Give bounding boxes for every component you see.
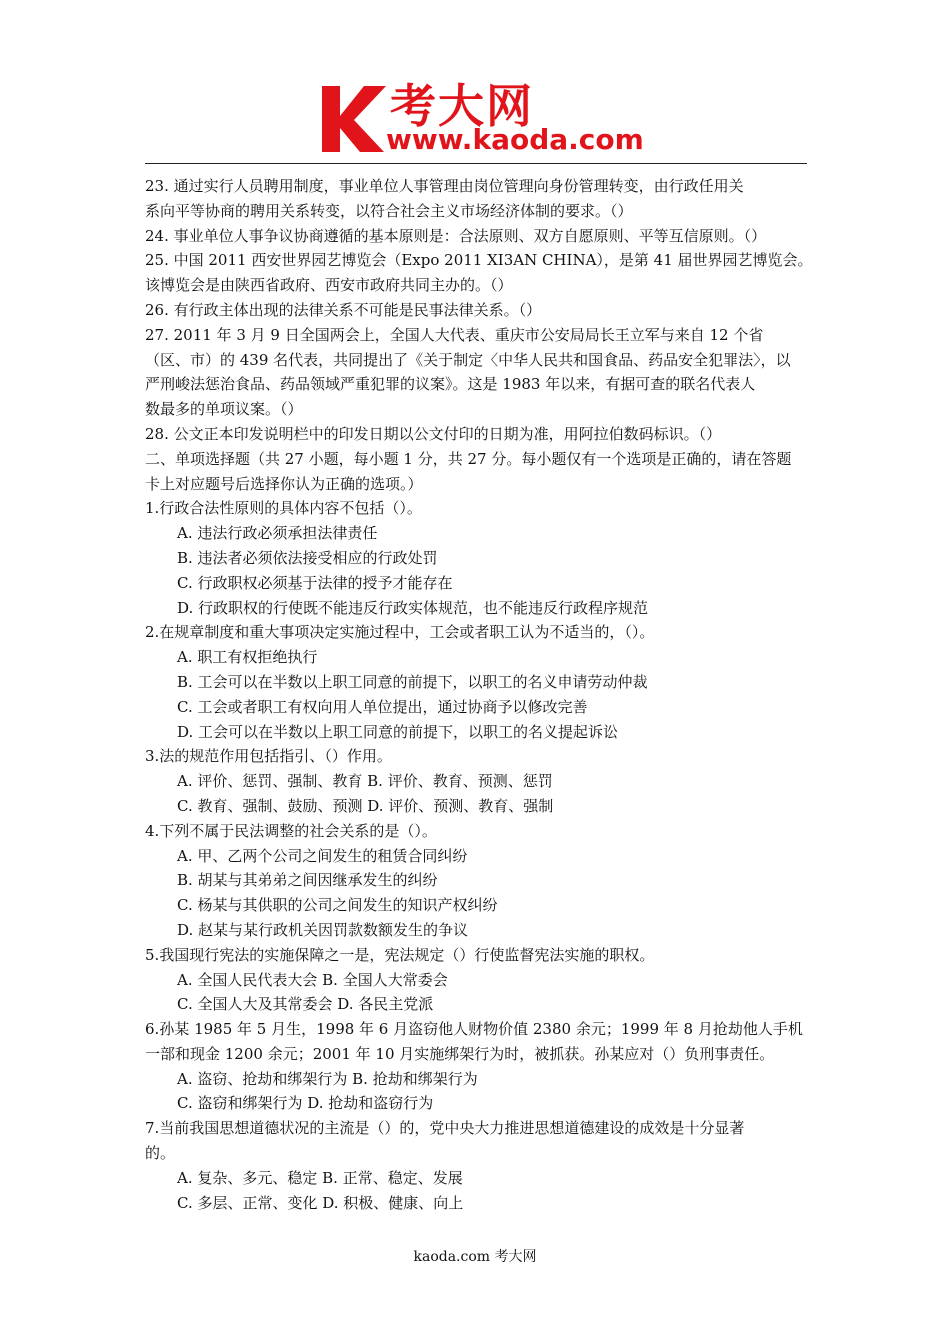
kaoda-logo[interactable]	[318, 79, 644, 156]
option-line: B. 工会可以在半数以上职工同意的前提下，以职工的名义申请劳动仲裁	[177, 672, 648, 691]
option-line: C. 行政职权必须基于法律的授予才能存在	[177, 573, 453, 592]
text-line: 5.我国现行宪法的实施保障之一是，宪法规定（）行使监督宪法实施的职权。	[145, 945, 655, 964]
text-line: （区、市）的 439 名代表，共同提出了《关于制定〈中华人民共和国食品、药品安全犯罪法〉，以	[145, 350, 791, 369]
option-line: D. 工会可以在半数以上职工同意的前提下，以职工的名义提起诉讼	[177, 722, 619, 741]
text-line: 2.在规章制度和重大事项决定实施过程中，工会或者职工认为不适当的，（）。	[145, 623, 655, 642]
header-divider	[145, 163, 807, 164]
option-line: D. 赵某与某行政机关因罚款数额发生的争议	[177, 920, 469, 939]
text-line: 3.法的规范作用包括指引、（）作用。	[145, 747, 392, 766]
option-line: C. 多层、正常、变化 D. 积极、健康、向上	[177, 1193, 464, 1212]
logo-chinese-text: 考大网	[390, 79, 534, 133]
text-line: 系向平等协商的聘用关系转变，以符合社会主义市场经济体制的要求。（）	[145, 201, 633, 220]
text-line: 二、单项选择题（共 27 小题，每小题 1 分，共 27 分。每小题仅有一个选项是正确的，请在答题	[145, 449, 792, 468]
logo-url-text: www.kaoda.com	[386, 123, 644, 156]
text-line: 1.行政合法性原则的具体内容不包括（）。	[145, 499, 422, 518]
text-line: 该博览会是由陕西省政府、西安市政府共同主办的。（）	[145, 276, 513, 295]
text-line: 26. 有行政主体出现的法律关系不可能是民事法律关系。（）	[145, 300, 542, 319]
k-logo-icon	[318, 80, 392, 156]
option-line: A. 盗窃、抢劫和绑架行为 B. 抢劫和绑架行为	[177, 1069, 478, 1088]
option-line: A. 甲、乙两个公司之间发生的租赁合同纠纷	[177, 846, 468, 865]
text-line: 数最多的单项议案。（）	[145, 400, 303, 419]
option-line: C. 工会或者职工有权向用人单位提出，通过协商予以修改完善	[177, 697, 588, 716]
option-line: C. 杨某与其供职的公司之间发生的知识产权纠纷	[177, 896, 498, 915]
option-line: B. 胡某与其弟弟之间因继承发生的纠纷	[177, 871, 438, 890]
option-line: C. 教育、强制、鼓励、预测 D. 评价、预测、教育、强制	[177, 796, 554, 815]
text-line: 24. 事业单位人事争议协商遵循的基本原则是：合法原则、双方自愿原则、平等互信原则。（）	[145, 226, 767, 245]
option-line: A. 复杂、多元、稳定 B. 正常、稳定、发展	[177, 1168, 463, 1187]
page-footer: kaoda.com 考大网	[413, 1249, 537, 1265]
text-line: 卡上对应题号后选择你认为正确的选项。）	[145, 474, 423, 493]
option-line: A. 评价、惩罚、强制、教育 B. 评价、教育、预测、惩罚	[177, 772, 553, 791]
option-line: A. 全国人民代表大会 B. 全国人大常委会	[177, 970, 448, 989]
option-line: C. 全国人大及其常委会 D. 各民主党派	[177, 995, 434, 1014]
text-line: 28. 公文正本印发说明栏中的印发日期以公文付印的日期为准，用阿拉伯数码标识。（）	[145, 424, 722, 443]
text-line: 一部和现金 1200 余元；2001 年 10 月实施绑架行为时，被抓获。孙某应对（）负刑事责任。	[145, 1044, 775, 1063]
option-line: A. 违法行政必须承担法律责任	[177, 524, 378, 543]
text-line: 6.孙某 1985 年 5 月生，1998 年 6 月盗窃他人财物价值 2380 余元；1999 年 8 月抢劫他人手机	[145, 1020, 803, 1039]
option-line: B. 违法者必须依法接受相应的行政处罚	[177, 548, 438, 567]
text-line: 7.当前我国思想道德状况的主流是（）的，党中央大力推进思想道德建设的成效是十分显著	[145, 1119, 745, 1138]
text-line: 的。	[145, 1144, 176, 1163]
text-line: 25. 中国 2011 西安世界园艺博览会（Expo 2011 XI3AN CHINA），是第 41 届世界园艺博览会。	[145, 251, 813, 270]
text-line: 严刑峻法惩治食品、药品领域严重犯罪的议案》。这是 1983 年以来，有据可查的联名代表人	[145, 375, 756, 394]
option-line: A. 职工有权拒绝执行	[177, 648, 318, 667]
text-line: 23. 通过实行人员聘用制度，事业单位人事管理由岗位管理向身份管理转变，由行政任用关	[145, 177, 744, 195]
page-header	[0, 0, 950, 165]
option-line: C. 盗窃和绑架行为 D. 抢劫和盗窃行为	[177, 1094, 434, 1113]
text-line: 4.下列不属于民法调整的社会关系的是（）。	[145, 821, 437, 840]
option-line: D. 行政职权的行使既不能违反行政实体规范，也不能违反行政程序规范	[177, 598, 649, 617]
text-line: 27. 2011 年 3 月 9 日全国两会上，全国人大代表、重庆市公安局局长王立军与来自 12 个省	[145, 325, 764, 344]
document-body	[145, 174, 813, 1215]
